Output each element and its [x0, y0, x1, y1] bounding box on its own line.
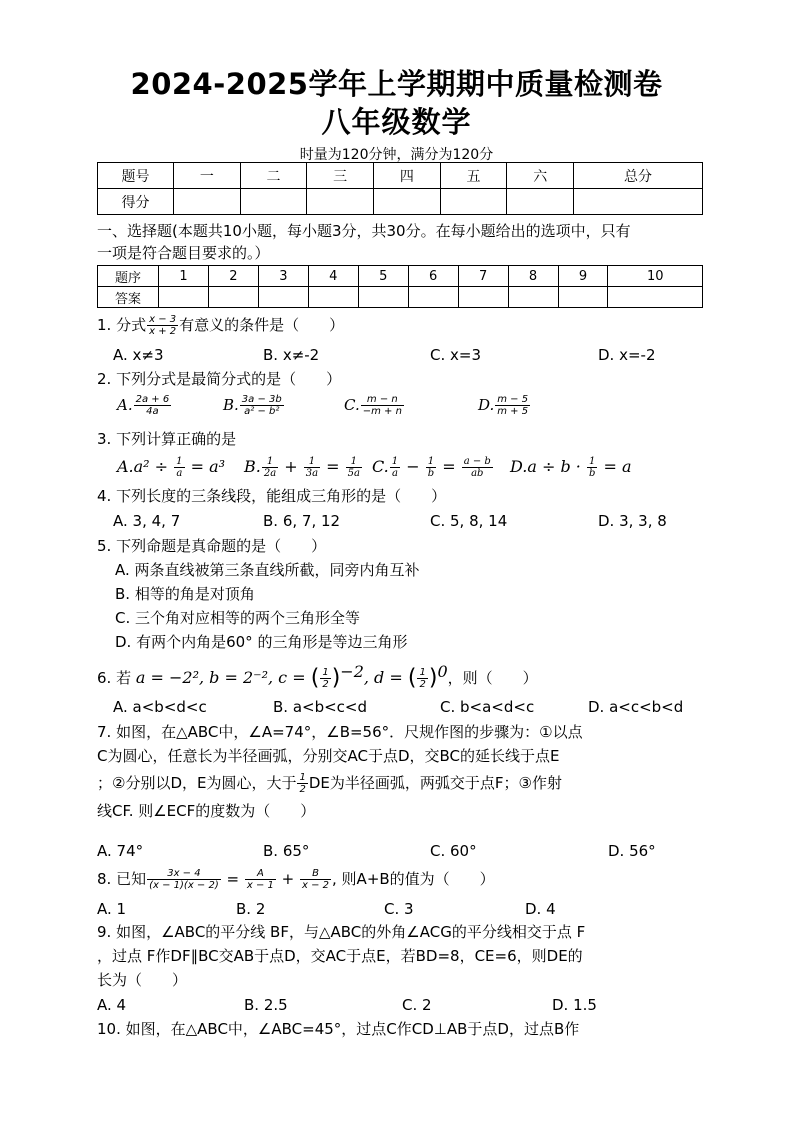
q4-option-a[interactable]: A. 3, 4, 7	[113, 512, 181, 530]
q8-frac2-num: A	[245, 868, 276, 880]
section1-intro-line2: 一项是符合题目要求的。）	[97, 244, 270, 262]
q5-option-d[interactable]: D. 有两个内角是60° 的三角形是等边三角形	[115, 633, 408, 651]
question-1-stem	[97, 314, 344, 337]
section1-intro-line1: 一、选择题(本题共10小题，每小题3分，共30分。在每小题给出的选项中，只有	[97, 222, 631, 240]
q1-fraction	[147, 314, 178, 337]
q9-option-c[interactable]: C. 2	[402, 996, 432, 1014]
q4-option-b[interactable]: B. 6, 7, 12	[263, 512, 341, 530]
q8-option-b[interactable]: B. 2	[236, 900, 266, 918]
answer-number-cell: 2	[208, 266, 258, 287]
q3-opt-d-post: = a	[598, 457, 632, 476]
q1-stem-prefix: 1. 分式	[97, 316, 147, 334]
q2-opt-b-frac	[240, 394, 284, 417]
q3-opt-b-f1-den: 2a	[263, 468, 277, 479]
score-header-cell: 题号	[98, 163, 174, 189]
q3-opt-b-f2-num: 1	[304, 456, 320, 468]
q9-option-d[interactable]: D. 1.5	[552, 996, 597, 1014]
q8-frac1-num: 3x − 4	[147, 868, 221, 880]
question-5-stem: 5. 下列命题是真命题的是（ ）	[97, 537, 327, 555]
q2-opt-d-den: m + 5	[497, 406, 529, 417]
score-header-cell: 三	[307, 163, 374, 189]
exam-time-info: 时量为120分钟，满分为120分	[299, 147, 494, 163]
question-7-line3	[97, 772, 562, 795]
q7-option-a[interactable]: A. 74°	[97, 842, 144, 860]
q8-frac1-den: (x − 1)(x − 2)	[149, 880, 219, 891]
score-row-label: 得分	[98, 189, 174, 215]
q3-opt-a-den: a	[176, 468, 183, 479]
q8-frac2	[245, 868, 276, 891]
q2-opt-a-label: A.	[117, 396, 133, 414]
question-7-line2: C为圆心，任意长为半径画弧，分别交AC于点D，交BC的延长线于点E	[97, 747, 560, 765]
q3-option-c[interactable]: C. $\frac{1}{a}$ − $\frac{1}{b}$ = $\frac{a - b}{ab}$	[372, 456, 491, 479]
q6-frac-d	[417, 667, 427, 690]
q2-opt-c-num: m − n	[361, 394, 404, 406]
q3-opt-c-frac2	[426, 456, 436, 479]
q6-option-a[interactable]: A. a<b<d<c	[113, 698, 207, 716]
q7-line3-pre: ；②分别以D，E为圆心，大于	[97, 774, 297, 792]
score-table-score-row	[98, 189, 703, 215]
answer-number-cell: 5	[358, 266, 408, 287]
q1-stem-suffix: 有意义的条件是（ ）	[179, 316, 345, 334]
score-input-cell[interactable]	[307, 189, 374, 215]
q2-option-b[interactable]	[223, 394, 285, 417]
score-header-cell: 总分	[574, 163, 703, 189]
q6-paren-close-c: )	[331, 665, 341, 691]
q6-expr-d: , d =	[363, 668, 408, 687]
q3-opt-d-frac	[587, 456, 597, 479]
question-9-line2: ，过点 F作DF∥BC交AB于点D，交AC于点E，若BD=8，CE=6，则DE的	[97, 947, 583, 965]
score-header-cell: 二	[240, 163, 307, 189]
answer-table-number-row	[98, 266, 703, 287]
q8-option-a[interactable]: A. 1	[97, 900, 127, 918]
q3-opt-b-frac3	[346, 456, 362, 479]
q6-option-c[interactable]: C. b<a<d<c	[440, 698, 535, 716]
q1-option-b[interactable]: B. x≠-2	[263, 346, 320, 364]
q7-option-d[interactable]: D. 56°	[608, 842, 656, 860]
q4-option-c[interactable]: C. 5, 8, 14	[430, 512, 508, 530]
score-table-header-row	[98, 163, 703, 189]
q3-opt-a-pre: A.a² ÷	[117, 457, 174, 476]
q6-option-b[interactable]: B. a<b<c<d	[273, 698, 368, 716]
q3-opt-d-num: 1	[587, 456, 597, 468]
q3-opt-b-label: B.	[244, 457, 261, 476]
answer-number-cell: 7	[458, 266, 508, 287]
question-3-stem: 3. 下列计算正确的是	[97, 430, 237, 448]
answer-table	[97, 265, 703, 308]
answer-input-cell[interactable]	[408, 287, 458, 308]
q1-frac-num: x − 3	[149, 314, 177, 325]
q3-opt-c-f2-den: b	[427, 468, 435, 479]
answer-number-cell: 10	[608, 266, 703, 287]
q3-opt-c-frac3	[462, 456, 493, 479]
question-10-line1: 10. 如图，在△ABC中，∠ABC=45°，过点C作CD⊥AB于点D，过点B作	[97, 1020, 580, 1038]
q3-opt-a-frac	[174, 456, 184, 479]
q6-frac-d-num: 1	[419, 667, 426, 678]
score-input-cell[interactable]	[174, 189, 241, 215]
q6-stem-prefix: 6. 若	[97, 669, 136, 687]
q2-opt-d-num: m − 5	[497, 394, 529, 405]
q6-exp-d: 0	[437, 662, 448, 681]
q2-opt-d-label: D.	[478, 396, 495, 414]
answer-number-cell: 4	[308, 266, 358, 287]
score-header-cell: 六	[507, 163, 574, 189]
q3-opt-b-f1-num: 1	[262, 456, 278, 468]
q2-opt-b-label: B.	[223, 396, 239, 414]
score-header-cell: 五	[440, 163, 507, 189]
q6-frac-c-den: 2	[322, 679, 329, 690]
q8-frac3-den: x − 2	[301, 880, 330, 891]
q3-opt-c-f1-num: 1	[391, 456, 399, 467]
answer-input-cell[interactable]	[258, 287, 308, 308]
q7-half-num: 1	[299, 772, 306, 783]
q2-opt-b-den: a² − b²	[244, 406, 280, 417]
q3-opt-c-f2-num: 1	[426, 456, 436, 468]
question-9-line1: 9. 如图，∠ABC的平分线 BF，与△ABC的外角∠ACG的平分线相交于点 F	[97, 923, 586, 941]
answer-number-cell: 3	[258, 266, 308, 287]
q5-option-b[interactable]: B. 相等的角是对顶角	[115, 585, 255, 603]
q3-opt-b-f3-den: 5a	[347, 468, 360, 479]
q3-opt-a-post: = a³	[185, 457, 226, 476]
q8-frac1	[147, 868, 221, 891]
answer-row-label: 题序	[98, 266, 159, 287]
answer-number-cell: 9	[558, 266, 608, 287]
q2-opt-c-den: −m + n	[362, 406, 402, 417]
q2-opt-c-frac	[361, 394, 404, 417]
q3-option-b[interactable]: B. $\frac{1}{2a}$ + $\frac{1}{3a}$ = $\frac{1}{5a}$	[244, 456, 360, 479]
q3-opt-b-f2-den: 3a	[305, 468, 319, 479]
q3-opt-d-pre: D.a ÷ b ·	[510, 457, 586, 476]
q8-option-c[interactable]: C. 3	[384, 900, 414, 918]
q2-opt-b-num: 3a − 3b	[241, 394, 282, 405]
q3-opt-c-f3-num: a − b	[463, 456, 491, 467]
q3-opt-b-frac2	[304, 456, 320, 479]
q2-opt-a-den: 4a	[146, 406, 159, 417]
q3-opt-b-frac1	[262, 456, 278, 479]
q2-option-a[interactable]	[117, 394, 172, 417]
q8-stem-suffix: , 则A+B的值为（ ）	[332, 870, 495, 888]
q6-frac-d-den: 2	[419, 679, 426, 690]
score-input-cell[interactable]	[440, 189, 507, 215]
q2-opt-c-label: C.	[344, 396, 360, 414]
q7-option-b[interactable]: B. 65°	[263, 842, 310, 860]
q2-option-c[interactable]	[344, 394, 405, 417]
answer-input-cell[interactable]	[308, 287, 358, 308]
question-7-line4: 线CF. 则∠ECF的度数为（ ）	[97, 802, 316, 820]
q9-option-b[interactable]: B. 2.5	[244, 996, 288, 1014]
q3-opt-d-den: b	[588, 468, 596, 479]
answer-input-cell[interactable]	[358, 287, 408, 308]
q1-option-a[interactable]: A. x≠3	[113, 346, 164, 364]
answer-input-cell[interactable]	[159, 287, 209, 308]
q8-stem-prefix: 8. 已知	[97, 870, 147, 888]
answer-number-cell: 6	[408, 266, 458, 287]
q2-option-d[interactable]	[478, 394, 531, 417]
answer-number-cell: 8	[508, 266, 558, 287]
q3-option-a[interactable]	[117, 456, 225, 479]
q2-opt-a-frac	[134, 394, 172, 417]
answer-number-cell: 1	[159, 266, 209, 287]
answer-input-cell[interactable]	[558, 287, 608, 308]
q2-opt-a-num: 2a + 6	[135, 394, 170, 405]
question-7-line1: 7. 如图，在△ABC中，∠A=74°，∠B=56°．尺规作图的步骤为：①以点	[97, 723, 583, 741]
q3-opt-c-label: C.	[372, 457, 389, 476]
q8-frac2-den: x − 1	[246, 880, 274, 891]
score-input-cell[interactable]	[574, 189, 703, 215]
score-input-cell[interactable]	[240, 189, 307, 215]
q8-frac3	[300, 868, 331, 891]
q7-line3-post: DE为半径画弧，两弧交于点F；③作射	[308, 774, 562, 792]
q1-option-c[interactable]: C. x=3	[430, 346, 481, 364]
q6-option-d[interactable]: D. a<c<b<d	[588, 698, 684, 716]
q1-option-d[interactable]: D. x=-2	[598, 346, 656, 364]
score-header-cell: 四	[374, 163, 441, 189]
q2-opt-d-frac	[495, 394, 530, 417]
exam-subject: 八年级数学	[321, 105, 472, 139]
q6-exp-c: −2	[340, 662, 364, 681]
q7-half-den: 2	[299, 784, 306, 795]
question-4-stem: 4. 下列长度的三条线段，能组成三角形的是（ ）	[97, 487, 447, 505]
q8-option-d[interactable]: D. 4	[525, 900, 556, 918]
score-table	[97, 162, 703, 215]
q6-expr-a-b: a = −2², b = 2⁻², c =	[135, 668, 311, 687]
q7-half-frac	[297, 772, 307, 795]
answer-input-cell[interactable]	[508, 287, 558, 308]
q5-option-a[interactable]: A. 两条直线被第三条直线所截，同旁内角互补	[115, 561, 420, 579]
answer-input-cell[interactable]	[458, 287, 508, 308]
q7-option-c[interactable]: C. 60°	[430, 842, 477, 860]
q9-option-a[interactable]: A. 4	[97, 996, 127, 1014]
question-8-stem: 8. 已知 $\frac{3x - 4}{(x - 1)(x - 2)}$ = $\frac{A}{x - 1}$ + $\frac{B}{x - 2}$ , 则A+B的值为（ ）	[97, 868, 495, 891]
q3-opt-c-f1-den: a	[391, 468, 398, 479]
question-9-line3: 长为（ ）	[97, 971, 188, 989]
q3-option-d[interactable]	[510, 456, 632, 479]
question-2-stem: 2. 下列分式是最简分式的是（ ）	[97, 370, 342, 388]
score-input-cell[interactable]	[507, 189, 574, 215]
exam-title: 2024-2025学年上学期期中质量检测卷	[130, 67, 663, 101]
q6-paren-close-d: )	[428, 665, 438, 691]
score-header-cell: 一	[174, 163, 241, 189]
q6-stem-suffix: ，则（ ）	[447, 669, 538, 687]
q3-opt-b-f3-num: 1	[346, 456, 362, 468]
question-6-stem	[97, 662, 538, 690]
q3-opt-a-num: 1	[176, 456, 183, 467]
q6-paren-open-d: (	[407, 665, 417, 691]
answer-table-answer-row	[98, 287, 703, 308]
q3-opt-c-frac1	[390, 456, 400, 479]
answer-row-label: 答案	[98, 287, 159, 308]
score-input-cell[interactable]	[374, 189, 441, 215]
answer-input-cell[interactable]	[208, 287, 258, 308]
q1-frac-den: x + 2	[149, 326, 177, 337]
q4-option-d[interactable]: D. 3, 3, 8	[598, 512, 667, 530]
q5-option-c[interactable]: C. 三个角对应相等的两个三角形全等	[115, 609, 361, 627]
q6-paren-open-c: (	[310, 665, 320, 691]
q6-frac-c	[320, 667, 330, 690]
q3-opt-c-f3-den: ab	[471, 468, 484, 479]
q6-frac-c-num: 1	[322, 667, 329, 678]
answer-input-cell[interactable]	[608, 287, 703, 308]
q8-frac3-num: B	[300, 868, 331, 880]
